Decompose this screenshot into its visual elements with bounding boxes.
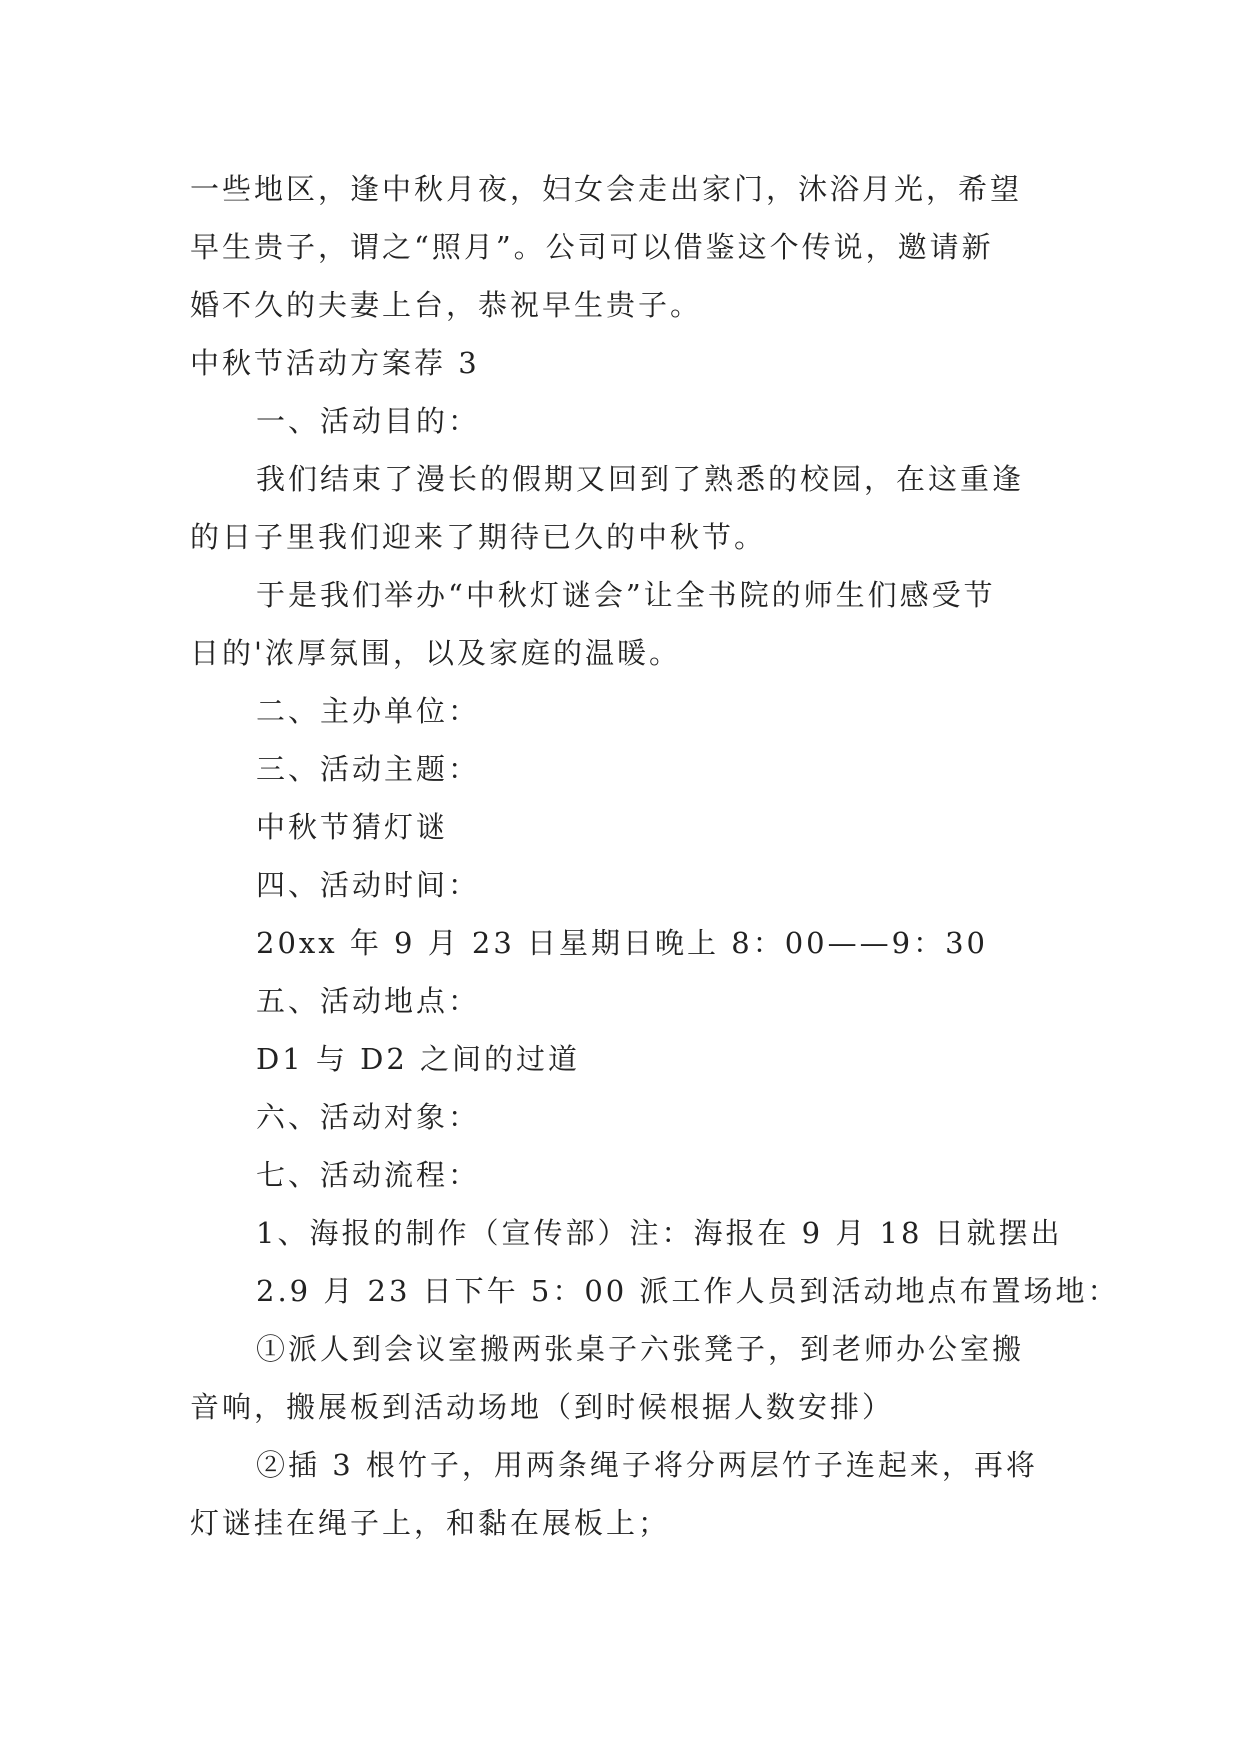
- heading-location: 五、活动地点：: [256, 984, 481, 1018]
- document-body: [190, 160, 1120, 1552]
- process-detail: 灯谜挂在绳子上，和黏在展板上；: [190, 1506, 671, 1540]
- process-step: 2.9 月 23 日下午 5：00 派工作人员到活动地点布置场地：: [256, 1274, 1120, 1308]
- section-title: 中秋节活动方案荐 3: [190, 346, 480, 380]
- paragraph-line: 一些地区，逢中秋月夜，妇女会走出家门，沐浴月光，希望: [190, 172, 1023, 206]
- process-detail: ①派人到会议室搬两张桌子六张凳子，到老师办公室搬: [256, 1332, 1025, 1366]
- time-value: 20xx 年 9 月 23 日星期日晚上 8：00——9：30: [256, 926, 988, 960]
- paragraph-line: 我们结束了漫长的假期又回到了熟悉的校园，在这重逢: [256, 462, 1025, 496]
- heading-audience: 六、活动对象：: [256, 1100, 481, 1134]
- paragraph-line: 于是我们举办“中秋灯谜会”让全书院的师生们感受节: [256, 578, 996, 612]
- heading-time: 四、活动时间：: [256, 868, 481, 902]
- process-detail: 音响，搬展板到活动场地（到时候根据人数安排）: [190, 1390, 895, 1424]
- heading-activity-purpose: 一、活动目的：: [256, 404, 481, 438]
- paragraph-line: 日的'浓厚氛围，以及家庭的温暖。: [190, 636, 681, 670]
- paragraph-line: 早生贵子，谓之“照月”。公司可以借鉴这个传说，邀请新: [190, 230, 994, 264]
- heading-theme: 三、活动主题：: [256, 752, 481, 786]
- process-step: 1、海报的制作（宣传部）注：海报在 9 月 18 日就摆出: [256, 1216, 1063, 1250]
- location-value: D1 与 D2 之间的过道: [256, 1042, 581, 1076]
- paragraph-line: 婚不久的夫妻上台，恭祝早生贵子。: [190, 288, 703, 322]
- heading-process: 七、活动流程：: [256, 1158, 481, 1192]
- theme-value: 中秋节猜灯谜: [256, 810, 449, 844]
- process-detail: ②插 3 根竹子，用两条绳子将分两层竹子连起来，再将: [256, 1448, 1038, 1482]
- paragraph-line: 的日子里我们迎来了期待已久的中秋节。: [190, 520, 767, 554]
- heading-organizer: 二、主办单位：: [256, 694, 481, 728]
